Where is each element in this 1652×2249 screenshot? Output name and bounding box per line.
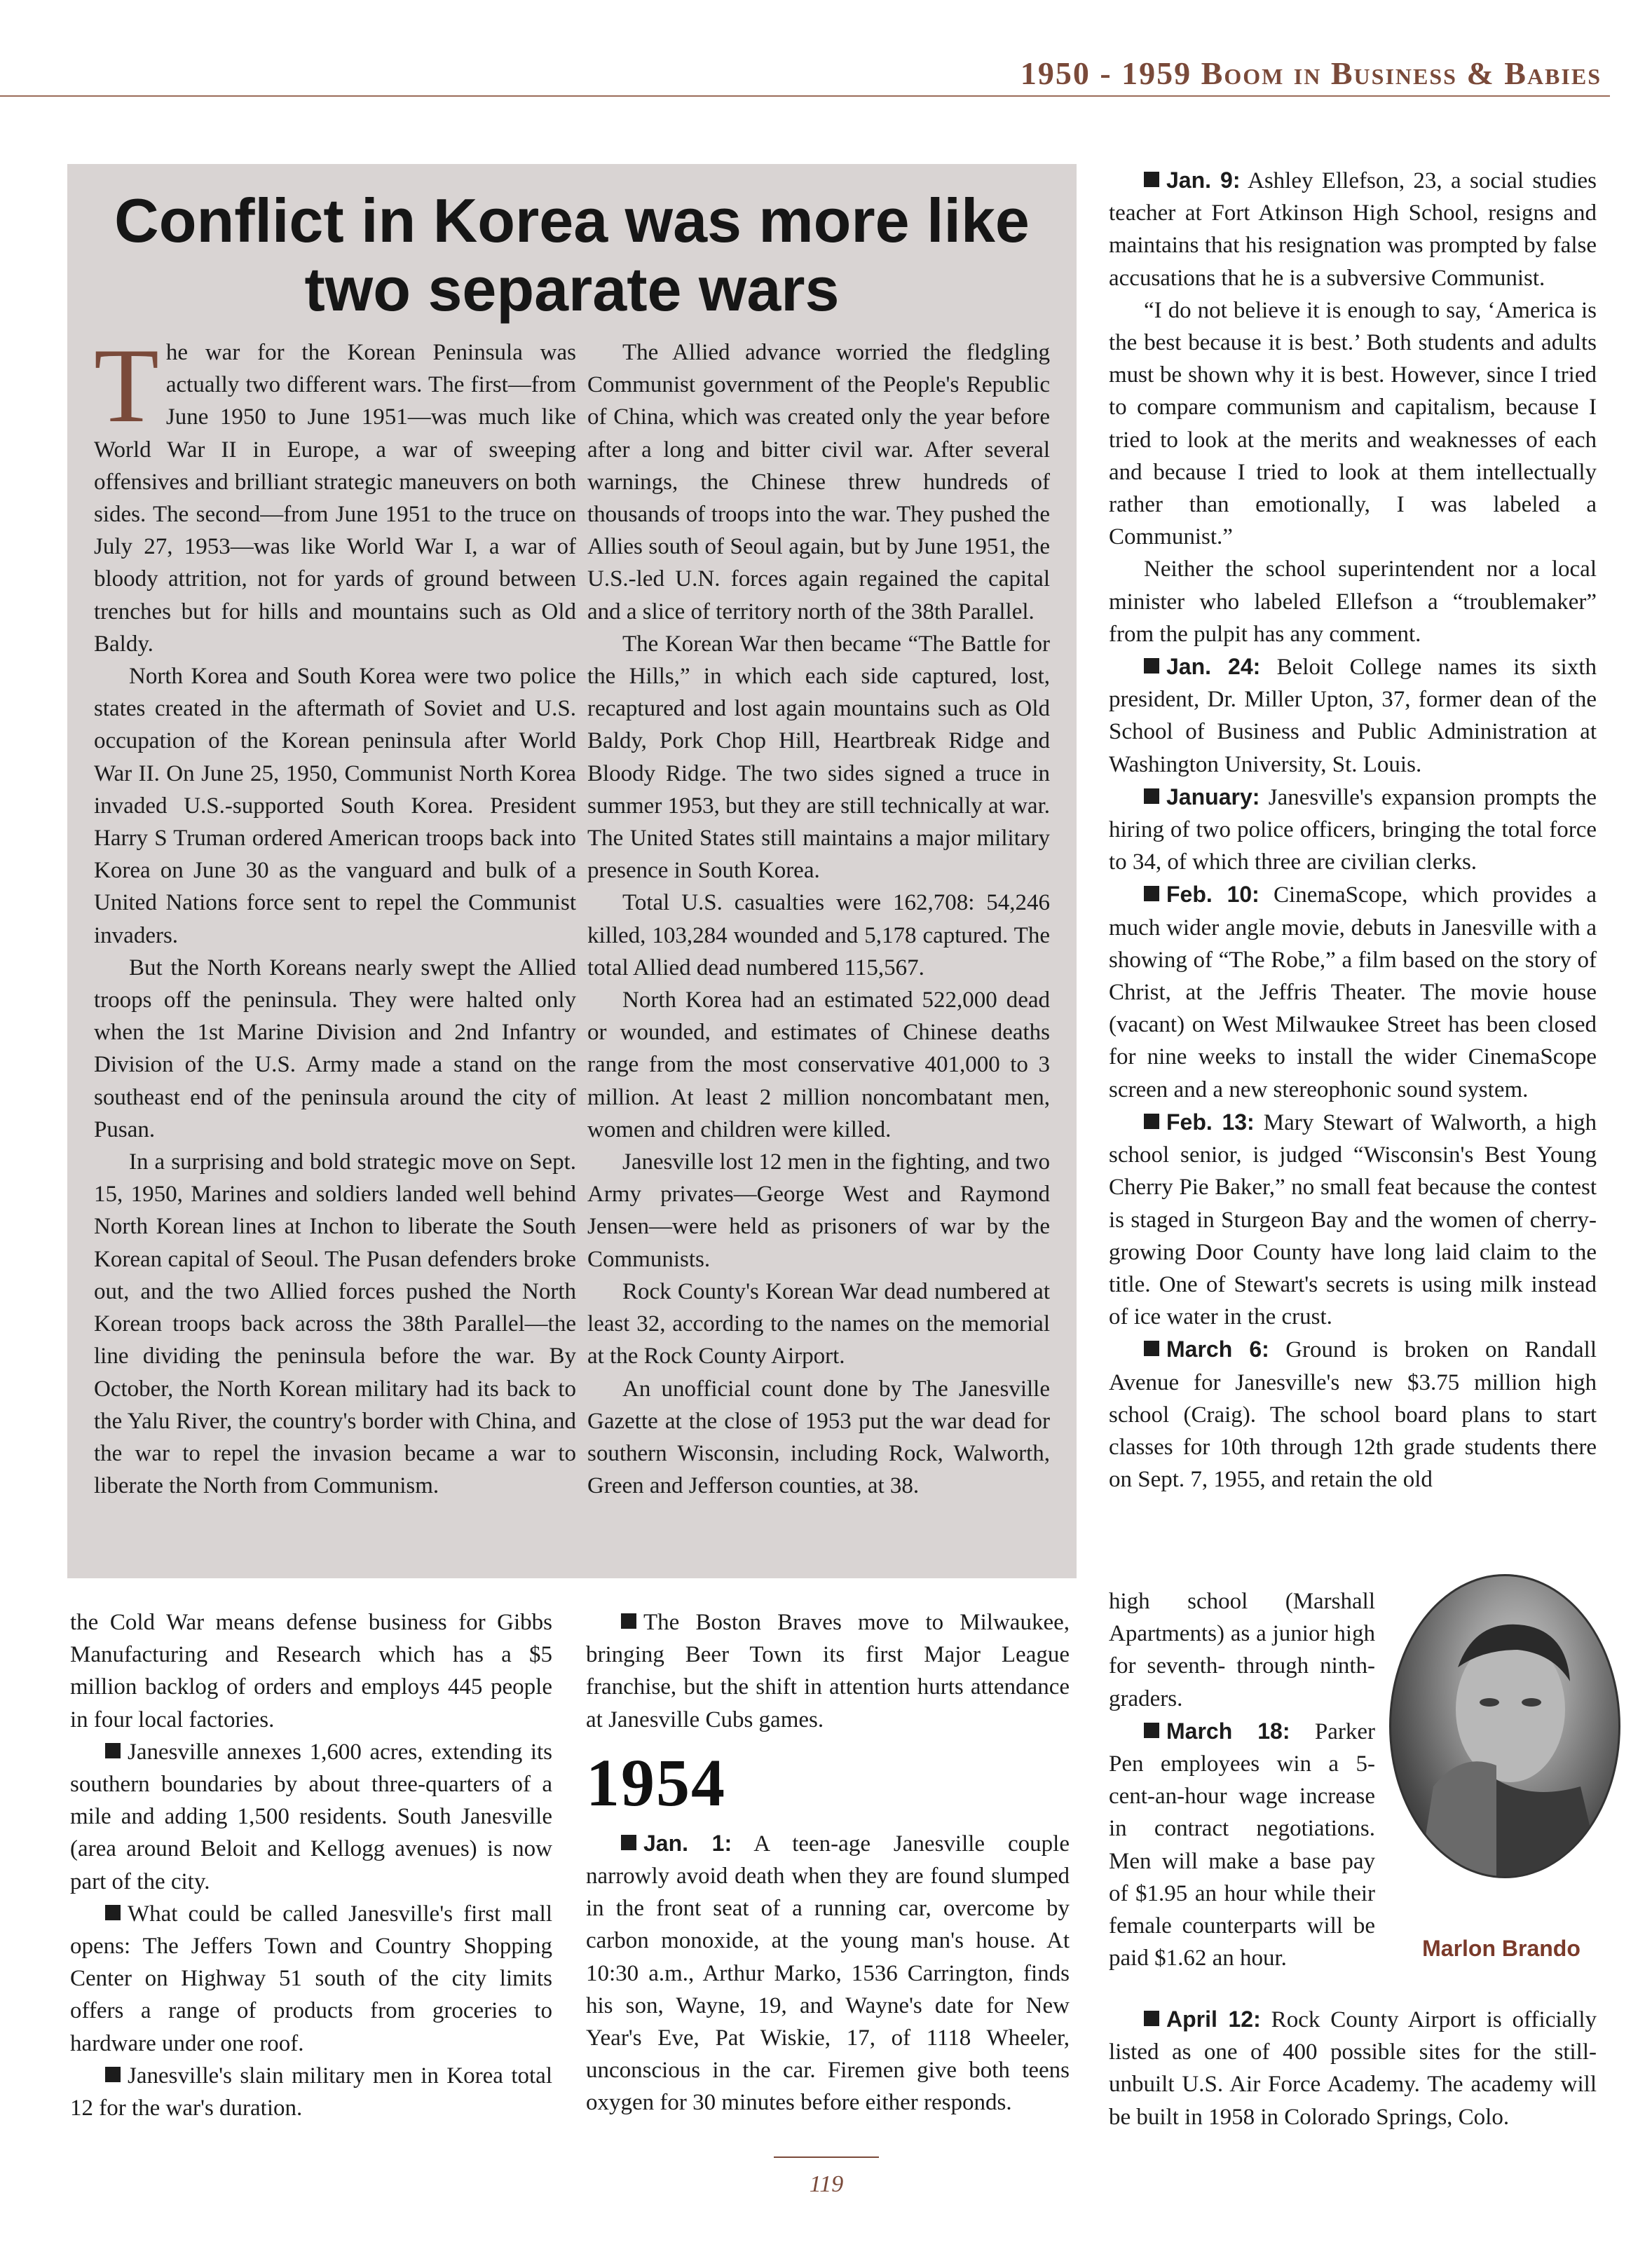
bullet-icon xyxy=(105,1743,121,1758)
year-heading: 1954 xyxy=(586,1744,726,1820)
list-item: Feb. 10: CinemaScope, which provides a much wider angle movie, debuts in Janesville with a showing of “The Robe,” a film based on the story of Christ, at the Jeffris Theater. The movie house (vacant) on West Milwaukee Street has been closed for nine weeks to install the wider CinemaScope screen and a new stereophonic sound system. xyxy=(1109,882,1597,1102)
marlon-brando-photo xyxy=(1389,1574,1620,1878)
column-3 xyxy=(1109,164,1597,1496)
list-item: April 12: Rock County Airport is officially listed as one of 400 possible sites for the still-unbuilt U.S. Air Force Academy. The academy will be built in 1958 in Colorado Springs, Colo. xyxy=(1109,2007,1597,2130)
entry-date: March 18: xyxy=(1166,1718,1290,1744)
bullet-icon xyxy=(621,1835,636,1850)
list-item: The Boston Braves move to Milwaukee, bringing Beer Town its first Major League franchise, but the shift in attention hurts attendance at Janesville Cubs games. xyxy=(586,1610,1070,1732)
entry-date: Jan. 1: xyxy=(643,1830,732,1856)
column-3-bottom xyxy=(1109,2003,1597,2133)
bullet-icon xyxy=(1144,2011,1159,2026)
list-item: Janesville's slain military men in Korea total 12 for the war's duration. xyxy=(70,2063,552,2121)
sidebar-paragraph: In a surprising and bold strategic move on Sept. 15, 1950, Marines and soldiers landed well behind North Korean lines at Inchon to liberate the South Korean capital of Seoul. The Pusan defenders broke out, and the two Allied forces pushed the North Korean troops back across the 38th Parallel—the line dividing the peninsula before the war. By October, the North Korean military had its back to the Yalu River, the country's border with China, and the war to repel the invasion became a war to liberate the North from Communism. xyxy=(94,1149,576,1499)
entry-date: Jan. 9: xyxy=(1166,168,1241,193)
paragraph: “I do not believe it is enough to say, ‘America is the best because it is best.’ Both students and adults must be shown why it is best. However, since I tried to compare communism and capitalism, because I tried to look at the merits and weaknesses of each and because I tried to look at them intellectually rather than emotionally, I was labeled a Communist.” xyxy=(1109,297,1597,550)
entry-date: Jan. 24: xyxy=(1166,654,1261,680)
sidebar-right-column xyxy=(587,336,1050,1502)
sidebar-paragraph: North Korea had an estimated 522,000 dead or wounded, and estimates of Chinese deaths range from the most conservative 401,000 to 3 million. At least 2 million noncombatant men, women and children were killed. xyxy=(587,987,1050,1142)
column-1 xyxy=(70,1606,552,2124)
entry-date: Feb. 10: xyxy=(1166,882,1260,908)
paragraph: Neither the school superintendent nor a local minister who labeled Ellefson a “troublemaker” from the pulpit has any comment. xyxy=(1109,556,1597,647)
sidebar-paragraph: Total U.S. casualties were 162,708: 54,246 killed, 103,284 wounded and 5,178 captured. The total Allied dead numbered 115,567. xyxy=(587,890,1050,980)
column-3-wrap xyxy=(1109,1585,1375,1974)
bullet-icon xyxy=(105,2067,121,2082)
sidebar-paragraph: Rock County's Korean War dead numbered at least 32, according to the names on the memorial at the Rock County Airport. xyxy=(587,1278,1050,1369)
photo-caption: Marlon Brando xyxy=(1422,1936,1581,1961)
entry-date: January: xyxy=(1166,784,1260,809)
bullet-icon xyxy=(1144,886,1159,901)
list-item: March 6: Ground is broken on Randall Avenue for Janesville's new $3.75 million high school (Craig). The school board plans to start classes for 10th through 12th grade students there on Sept. 7, 1955, and retain the old xyxy=(1109,1337,1597,1493)
list-item: March 18: Parker Pen employees win a 5-cent-an-hour wage increase in contract negotiations. Men will make a base pay of $1.95 an hour while their female counterparts will be paid $1.62 an hour. xyxy=(1109,1718,1375,1971)
header-rule xyxy=(0,95,1610,97)
list-item: January: Janesville's expansion prompts the hiring of two police officers, bringing the total force to 34, of which three are civilian clerks. xyxy=(1109,784,1597,875)
bullet-icon xyxy=(105,1905,121,1920)
entry-date: April 12: xyxy=(1166,2007,1261,2032)
sidebar-paragraph: The Allied advance worried the fledgling Communist government of the People's Republic of China, which was created only the year before after a long and bitter civil war. After several warnings, the Chinese threw hundreds of thousands of troops into the war. They pushed the Allies south of Seoul again, but by June 1951, the U.S.-led U.N. forces again regained the capital and a slice of territory north of the 38th Parallel. xyxy=(587,340,1050,624)
sidebar-paragraph: The Korean War then became “The Battle for the Hills,” in which each side captured, lost, recaptured and lost again mountains such as Old Baldy, Pork Chop Hill, Heartbreak Ridge and Bloody Ridge. The two sides signed a truce in summer 1953, but they are still technically at war. The United States still maintains a major military presence in South Korea. xyxy=(587,631,1050,884)
drop-cap: T xyxy=(94,327,159,444)
running-header-title: 1950 - 1959 Boom in Business & Babies xyxy=(1020,55,1602,91)
bullet-icon xyxy=(1144,1114,1159,1129)
sidebar-paragraph: An unofficial count done by The Janesville Gazette at the close of 1953 put the war dead for southern Wisconsin, including Rock, Walworth, Green and Jefferson counties, at 38. xyxy=(587,1376,1050,1499)
portrait-illustration xyxy=(1391,1576,1618,1876)
list-item: Jan. 1: A teen-age Janesville couple narrowly avoid death when they are found slumped in the front seat of a running car, overcome by carbon monoxide, at the young man's house. At 10:30 a.m., Arthur Marko, 1536 Carrington, finds his son, Wayne, 19, and Wayne's date for New Year's Eve, Pat Wiskie, 17, of 1118 Wheeler, unconscious in the car. Firemen give both teens oxygen for 30 minutes before either responds. xyxy=(586,1830,1070,2116)
sidebar-headline xyxy=(67,186,1077,324)
list-item: What could be called Janesville's first mall opens: The Jeffers Town and Country Shopping Center on Highway 51 south of the city limits offers a range of products from groceries to hardware under one roof. xyxy=(70,1901,552,2056)
list-item: Jan. 9: Ashley Ellefson, 23, a social studies teacher at Fort Atkinson High School, resigns and maintains that his resignation was prompted by false accusations that he is a subversive Communist. xyxy=(1109,168,1597,291)
bullet-icon xyxy=(1144,658,1159,674)
entry-date: March 6: xyxy=(1166,1337,1269,1362)
list-item: Feb. 13: Mary Stewart of Walworth, a high school senior, is judged “Wisconsin's Best Young Cherry Pie Baker,” no small feat because the contest is staged in Sturgeon Bay and the women of cherry-growing Door County have long laid claim to the title. One of Stewart's secrets is using milk instead of ice water in the crust. xyxy=(1109,1109,1597,1330)
entry-date: Feb. 13: xyxy=(1166,1109,1255,1135)
folio-rule xyxy=(774,2156,879,2158)
column-2 xyxy=(586,1606,1070,2119)
sidebar-paragraph: But the North Koreans nearly swept the Allied troops off the peninsula. They were halted only when the 1st Marine Division and 2nd Infantry Division of the U.S. Army made a stand on the southeast end of the peninsula around the city of Pusan. xyxy=(94,955,576,1142)
bullet-icon xyxy=(1144,1341,1159,1356)
bullet-icon xyxy=(1144,788,1159,804)
sidebar-paragraph: North Korea and South Korea were two police states created in the aftermath of Soviet and U.S. occupation of the Korean peninsula after World War II. On June 25, 1950, Communist North Korea invaded U.S.-supported South Korea. President Harry S Truman ordered American troops back into Korea on June 30 as the vanguard and bulk of a United Nations force sent to repel the Communist invaders. xyxy=(94,664,576,948)
running-header xyxy=(0,0,1652,98)
paragraph: the Cold War means defense business for Gibbs Manufacturing and Research which has a $5 million backlog of orders and employs 445 people in four local factories. xyxy=(70,1610,552,1732)
sidebar-headline-line1: Conflict in Korea was more like xyxy=(114,186,1030,255)
sidebar-paragraph: Janesville lost 12 men in the fighting, and two Army privates—George West and Raymond Jensen—were held as prisoners of war by the Communists. xyxy=(587,1149,1050,1272)
paragraph: high school (Marshall Apartments) as a junior high for seventh- through ninth-graders. xyxy=(1109,1589,1375,1711)
bullet-icon xyxy=(621,1613,636,1629)
list-item: Janesville annexes 1,600 acres, extending its southern boundaries by about three-quarters of a mile and adding 1,500 residents. South Janesville (area around Beloit and Kellogg avenues) is now part of the city. xyxy=(70,1739,552,1894)
sidebar-headline-line2: two separate wars xyxy=(304,254,840,324)
korea-sidebar-box xyxy=(67,164,1077,1578)
sidebar-left-column xyxy=(94,327,576,1502)
bullet-icon xyxy=(1144,172,1159,187)
list-item: Jan. 24: Beloit College names its sixth president, Dr. Miller Upton, 37, former dean of the School of Business and Public Administration at Washington University, St. Louis. xyxy=(1109,654,1597,777)
sidebar-paragraph: The war for the Korean Peninsula was actually two different wars. The first—from June 1950 to June 1951—was much like World War II in Europe, a war of sweeping offensives and brilliant strategic maneuvers on both sides. The second—from June 1951 to the truce on July 27, 1953—was like World War I, a war of bloody attrition, not for yards of ground between trenches but for hills and mountains such as Old Baldy. xyxy=(94,327,576,657)
page-number: 119 xyxy=(809,2171,844,2197)
bullet-icon xyxy=(1144,1723,1159,1738)
